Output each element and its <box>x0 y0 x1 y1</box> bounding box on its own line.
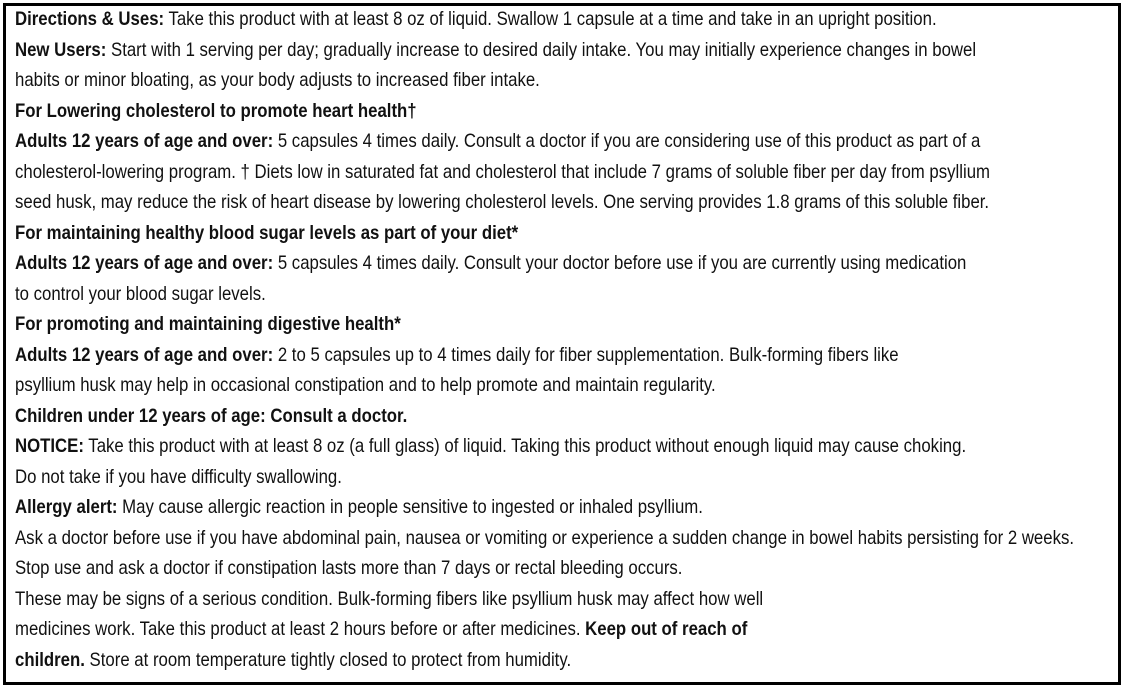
text-line <box>15 401 1074 432</box>
bold-heading-text: Adults 12 years of age and over: <box>15 252 274 274</box>
bold-heading-text: Directions & Uses: <box>15 8 165 30</box>
bold-heading-text: For Lowering cholesterol to promote heart health† <box>15 99 417 122</box>
bold-heading-text: Adults 12 years of age and over: <box>15 130 274 152</box>
body-text: Do not take if you have difficulty swallowing. <box>15 465 342 488</box>
text-line <box>15 309 1074 340</box>
body-text: 2 to 5 capsules up to 4 times daily for fiber supplementation. Bulk-forming fibers like <box>273 343 899 366</box>
text-line <box>15 157 1074 188</box>
body-text: Store at room temperature tightly closed to protect from humidity. <box>84 648 572 671</box>
bold-heading-text: New Users: <box>15 38 107 61</box>
body-text: to control your blood sugar levels. <box>15 282 266 305</box>
text-line <box>15 218 1074 249</box>
bold-heading-text: Adults 12 years of age and over: <box>15 343 274 366</box>
body-text: psyllium husk may help in occasional constipation and to help promote and maintain regularity. <box>15 374 716 396</box>
body-text: Take this product with at least 8 oz (a full glass) of liquid. Taking this product without enough liquid may cause choking. <box>83 435 967 457</box>
text-line <box>15 35 1074 66</box>
body-text: 5 capsules 4 times daily. Consult a doctor if you are considering use of this product as part of a <box>273 130 981 152</box>
text-line <box>15 126 1074 157</box>
bold-heading-text: Children under 12 years of age: Consult a doctor. <box>15 404 408 427</box>
text-line <box>15 248 1074 279</box>
bold-heading-text: Allergy alert: <box>15 496 118 518</box>
text-line <box>15 187 1074 218</box>
bold-heading-text: children. <box>15 648 85 671</box>
text-line <box>15 431 1074 462</box>
bold-heading-text: Keep out of reach of <box>585 618 748 640</box>
text-line <box>15 65 1074 96</box>
text-line <box>15 614 1074 645</box>
text-line <box>15 279 1074 310</box>
text-line <box>15 584 1074 615</box>
body-text: May cause allergic reaction in people sensitive to ingested or inhaled psyllium. <box>117 496 703 518</box>
text-line <box>15 553 1074 584</box>
text-line <box>15 96 1074 127</box>
body-text: Ask a doctor before use if you have abdominal pain, nausea or vomiting or experience a sudden change in bowel habits persisting for 2 weeks. <box>15 526 1075 549</box>
body-text: seed husk, may reduce the risk of heart disease by lowering cholesterol levels. One serving provides 1.8 grams of this soluble fiber. <box>15 191 990 213</box>
body-text: 5 capsules 4 times daily. Consult your doctor before use if you are currently using medication <box>273 252 967 274</box>
body-text: These may be signs of a serious condition. Bulk-forming fibers like psyllium husk may affect how well <box>15 587 764 610</box>
body-text: Stop use and ask a doctor if constipation lasts more than 7 days or rectal bleeding occurs. <box>15 557 683 579</box>
body-text: cholesterol-lowering program. † Diets low in saturated fat and cholesterol that include 7 grams of soluble fiber per day from psyllium <box>15 160 990 183</box>
text-line <box>15 4 1074 35</box>
text-line <box>15 462 1074 493</box>
body-text: Take this product with at least 8 oz of liquid. Swallow 1 capsule at a time and take in an upright position. <box>164 8 937 30</box>
text-line <box>15 645 1074 676</box>
bold-heading-text: For maintaining healthy blood sugar levels as part of your diet* <box>15 221 519 244</box>
body-text: Start with 1 serving per day; gradually increase to desired daily intake. You may initially experience changes in bowel <box>106 38 977 61</box>
bold-heading-text: NOTICE: <box>15 435 84 457</box>
text-line <box>15 492 1074 523</box>
text-line <box>15 523 1074 554</box>
directions-label-text <box>15 4 1124 675</box>
text-line <box>15 370 1074 401</box>
text-line <box>15 340 1074 371</box>
bold-heading-text: For promoting and maintaining digestive health* <box>15 313 401 335</box>
body-text: habits or minor bloating, as your body adjusts to increased fiber intake. <box>15 69 540 91</box>
body-text: medicines work. Take this product at least 2 hours before or after medicines. <box>15 618 586 640</box>
